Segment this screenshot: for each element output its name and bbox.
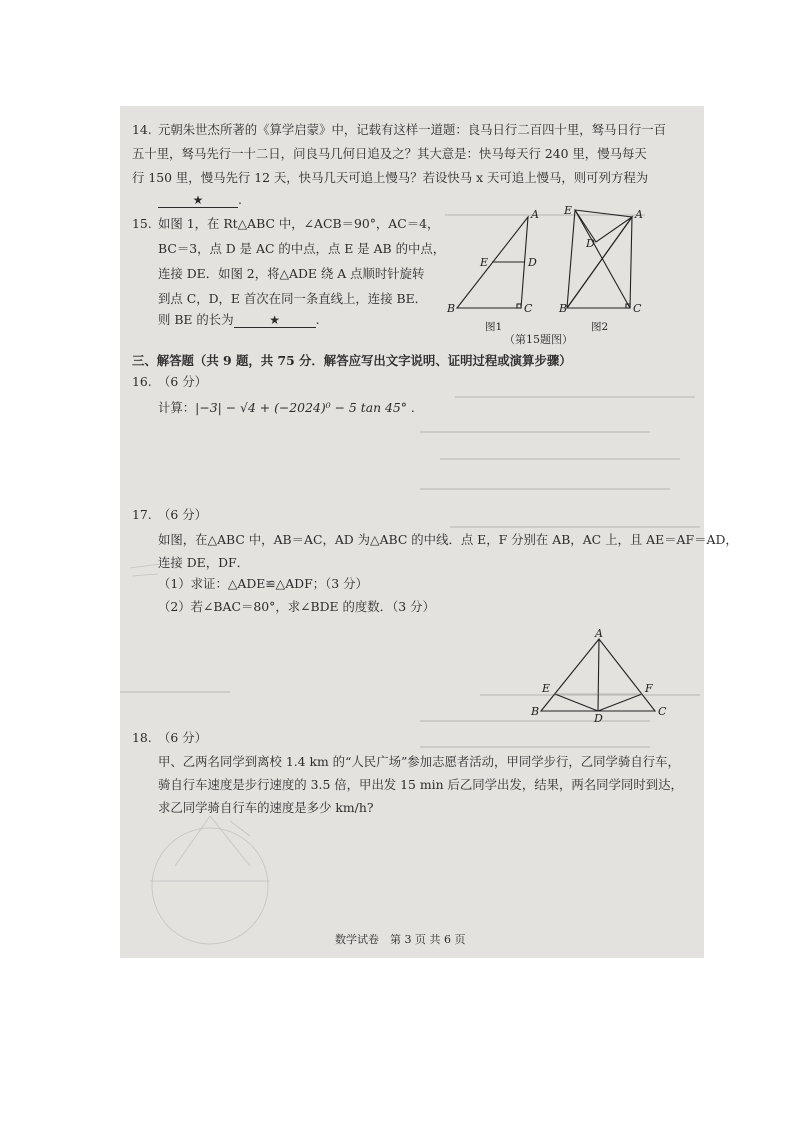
- fig1-label-b: B: [447, 302, 456, 315]
- q16-expression-line: [158, 400, 415, 416]
- q14-number: 14.: [132, 122, 152, 137]
- section-3-title: 三、解答题（共 9 题，共 75 分．解答应写出文字说明、证明过程或演算步骤）: [132, 353, 572, 368]
- q18-line3: 求乙同学骑自行车的速度是多少 km/h?: [158, 800, 374, 815]
- q15-figure-2: [560, 204, 660, 339]
- fig17-label-d: D: [594, 712, 603, 725]
- fig2-label-a: A: [635, 208, 643, 221]
- q14-line3: 行 150 里，慢马先行 12 天，快马几天可追上慢马？若设快马 x 天可追上慢马，则可列方程为: [132, 170, 649, 185]
- fig1-label-c: C: [524, 302, 533, 315]
- q15-line2: BC＝3，点 D 是 AC 的中点，点 E 是 AB 的中点，: [158, 241, 446, 256]
- q15-line3: 连接 DE．如图 2，将△ADE 绕 A 点顺时针旋转: [158, 266, 425, 281]
- q18-points: （6 分）: [158, 730, 207, 745]
- q17-part1: （1）求证：△ADE≌△ADF；（3 分）: [158, 576, 368, 591]
- star-icon: ★: [269, 313, 280, 327]
- q15-line5-prefix: 则 BE 的长为: [158, 312, 234, 327]
- fig2-label-d: D: [586, 237, 595, 250]
- q17-number: 17.: [132, 507, 152, 522]
- q15-line4: 到点 C，D，E 首次在同一条直线上，连接 BE．: [158, 291, 428, 306]
- fig1-label-a: A: [531, 208, 539, 221]
- fig2-label-b: B: [559, 302, 568, 315]
- q17-line1: 如图，在△ABC 中，AB＝AC，AD 为△ABC 的中线．点 E，F 分别在 AB，AC 上，且 AE＝AF＝AD，: [158, 532, 738, 547]
- q18-line1: 甲、乙两名同学到离校 1.4 km 的“人民广场”参加志愿者活动，甲同学步行，乙同学骑自行车，: [158, 754, 680, 769]
- q15-line1: 如图 1，在 Rt△ABC 中，∠ACB＝90°，AC＝4，: [158, 216, 440, 231]
- fig17-label-e: E: [542, 682, 551, 695]
- exam-page: [120, 106, 738, 958]
- q15-answer-blank[interactable]: [234, 313, 316, 328]
- q16-points: （6 分）: [158, 374, 207, 389]
- fig17-label-b: B: [531, 705, 540, 718]
- q15-number: 15.: [132, 216, 152, 231]
- fig1-label-d: D: [528, 256, 537, 269]
- q14-answer-blank[interactable]: [158, 193, 238, 208]
- q14-end: .: [238, 192, 242, 207]
- fig17-label-c: C: [658, 705, 667, 718]
- q17-line2: 连接 DE，DF．: [158, 555, 250, 570]
- fig17-label-a: A: [595, 627, 603, 640]
- fig2-caption: 图2: [591, 321, 609, 333]
- segment-be: [567, 210, 575, 308]
- fig1-caption: 图1: [485, 321, 503, 333]
- fig2-label-c: C: [633, 302, 642, 315]
- q17-part2: （2）若∠BAC＝80°，求∠BDE 的度数．（3 分）: [158, 599, 435, 614]
- segment-de: [555, 694, 598, 711]
- q15-end: .: [315, 312, 320, 327]
- right-angle-mark: [517, 304, 521, 308]
- segment-df: [598, 694, 642, 711]
- q15-figure-caption: （第15题图）: [504, 333, 573, 346]
- q16-expr-prefix: 计算：: [158, 400, 196, 415]
- q14-line1: 元朝朱世杰所著的《算学启蒙》中，记载有这样一道题：良马日行二百四十里，驽马日行一百: [158, 122, 667, 137]
- fig1-label-e: E: [480, 256, 489, 269]
- star-icon: ★: [192, 193, 204, 207]
- q16-number: 16.: [132, 374, 152, 389]
- segment-ad: [598, 639, 599, 711]
- q17-points: （6 分）: [158, 507, 207, 522]
- q14-answer-line: [158, 192, 242, 208]
- q18-line2: 骑自行车速度是步行速度的 3.5 倍，甲出发 15 min 后乙同学出发，结果，两名同学同时到达，: [158, 777, 683, 792]
- q15-figure-1: [445, 204, 555, 339]
- page-footer: 数学试卷 第 3 页 共 6 页: [335, 933, 466, 946]
- fig2-label-e: E: [564, 204, 573, 217]
- q15-line5: [158, 312, 320, 328]
- fig17-label-f: F: [645, 682, 653, 695]
- q14-line2: 五十里，驽马先行一十二日，问良马几何日追及之？其大意是：快马每天行 240 里，慢马每天: [132, 146, 647, 161]
- q16-expression: |−3| − √4 + (−2024)⁰ − 5 tan 45° .: [195, 400, 415, 415]
- q18-number: 18.: [132, 730, 152, 745]
- q17-figure: [530, 627, 670, 725]
